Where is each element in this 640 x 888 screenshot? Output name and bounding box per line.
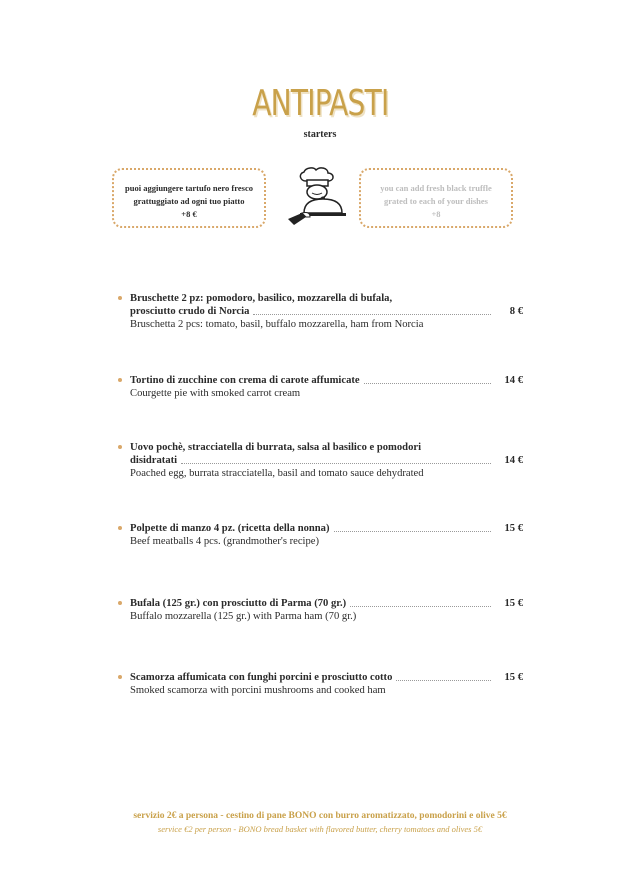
item-name-english: Bruschetta 2 pcs: tomato, basil, buffalo mozzarella, ham from Norcia bbox=[130, 319, 424, 330]
item-name-italian: Scamorza affumicata con funghi porcini e prosciutto cotto bbox=[130, 672, 393, 683]
dot-leader bbox=[253, 314, 491, 315]
item-name-english: Buffalo mozzarella (125 gr.) with Parma ham (70 gr.) bbox=[130, 611, 357, 622]
footer-note-english: service €2 per person - BONO bread basket with flavored butter, cherry tomatoes and olives 5€ bbox=[157, 824, 483, 834]
item-name-italian: Tortino di zucchine con crema di carote affumicate bbox=[130, 375, 360, 386]
note-line: +8 bbox=[431, 209, 441, 219]
note-line: grattuggiato ad ogni tuo piatto bbox=[133, 196, 245, 206]
item-name-italian: Bufala (125 gr.) con prosciutto di Parma (70 gr.) bbox=[130, 598, 347, 609]
item-price: 15 € bbox=[504, 523, 523, 534]
menu-item bbox=[118, 441, 523, 480]
page-title: ANTIPASTI bbox=[251, 83, 389, 124]
note-line: you can add fresh black truffle bbox=[380, 183, 492, 193]
item-price: 14 € bbox=[504, 455, 523, 466]
item-name-italian: Uovo pochè, stracciatella di burrata, salsa al basilico e pomodori bbox=[130, 442, 422, 453]
menu-item bbox=[118, 671, 523, 697]
item-name-row bbox=[118, 454, 523, 467]
dot-leader bbox=[181, 463, 491, 464]
truffle-note-english bbox=[359, 168, 513, 228]
truffle-note-italian bbox=[112, 168, 266, 228]
menu-item bbox=[118, 597, 523, 623]
note-line: grated to each of your dishes bbox=[384, 196, 488, 206]
page-header bbox=[0, 83, 640, 124]
item-price: 15 € bbox=[504, 598, 523, 609]
note-line: +8 € bbox=[181, 209, 197, 219]
page-subtitle: starters bbox=[303, 129, 337, 140]
item-name-english: Smoked scamorza with porcini mushrooms and cooked ham bbox=[130, 685, 386, 696]
dot-leader bbox=[334, 531, 492, 532]
menu-item bbox=[118, 522, 523, 548]
item-name-english: Poached egg, burrata stracciatella, basil and tomato sauce dehydrated bbox=[130, 468, 424, 479]
menu-item bbox=[118, 292, 523, 331]
item-price: 8 € bbox=[509, 306, 523, 317]
chef-with-cloche-icon bbox=[282, 167, 352, 229]
item-name-english: Beef meatballs 4 pcs. (grandmother's recipe) bbox=[130, 536, 319, 547]
item-name-row bbox=[118, 671, 523, 684]
item-name-italian: Bruschette 2 pz: pomodoro, basilico, mozzarella di bufala, bbox=[130, 293, 393, 304]
note-line: puoi aggiungere tartufo nero fresco bbox=[125, 183, 253, 193]
item-name-row bbox=[118, 374, 523, 387]
dot-leader bbox=[396, 680, 491, 681]
item-name-row bbox=[118, 522, 523, 535]
dot-leader bbox=[350, 606, 491, 607]
item-name-italian-cont: prosciutto crudo di Norcia bbox=[130, 306, 250, 317]
item-name-row bbox=[118, 597, 523, 610]
item-name-italian: Polpette di manzo 4 pz. (ricetta della nonna) bbox=[130, 523, 330, 534]
item-price: 15 € bbox=[504, 672, 523, 683]
item-name-italian-cont: disidratati bbox=[130, 455, 178, 466]
item-price: 14 € bbox=[504, 375, 523, 386]
item-name-english: Courgette pie with smoked carrot cream bbox=[130, 388, 301, 399]
menu-item bbox=[118, 374, 523, 400]
footer-note-italian: servizio 2€ a persona - cestino di pane BONO con burro aromatizzato, pomodorini e olive 5€ bbox=[133, 811, 507, 821]
dot-leader bbox=[364, 383, 491, 384]
item-name-row bbox=[118, 305, 523, 318]
